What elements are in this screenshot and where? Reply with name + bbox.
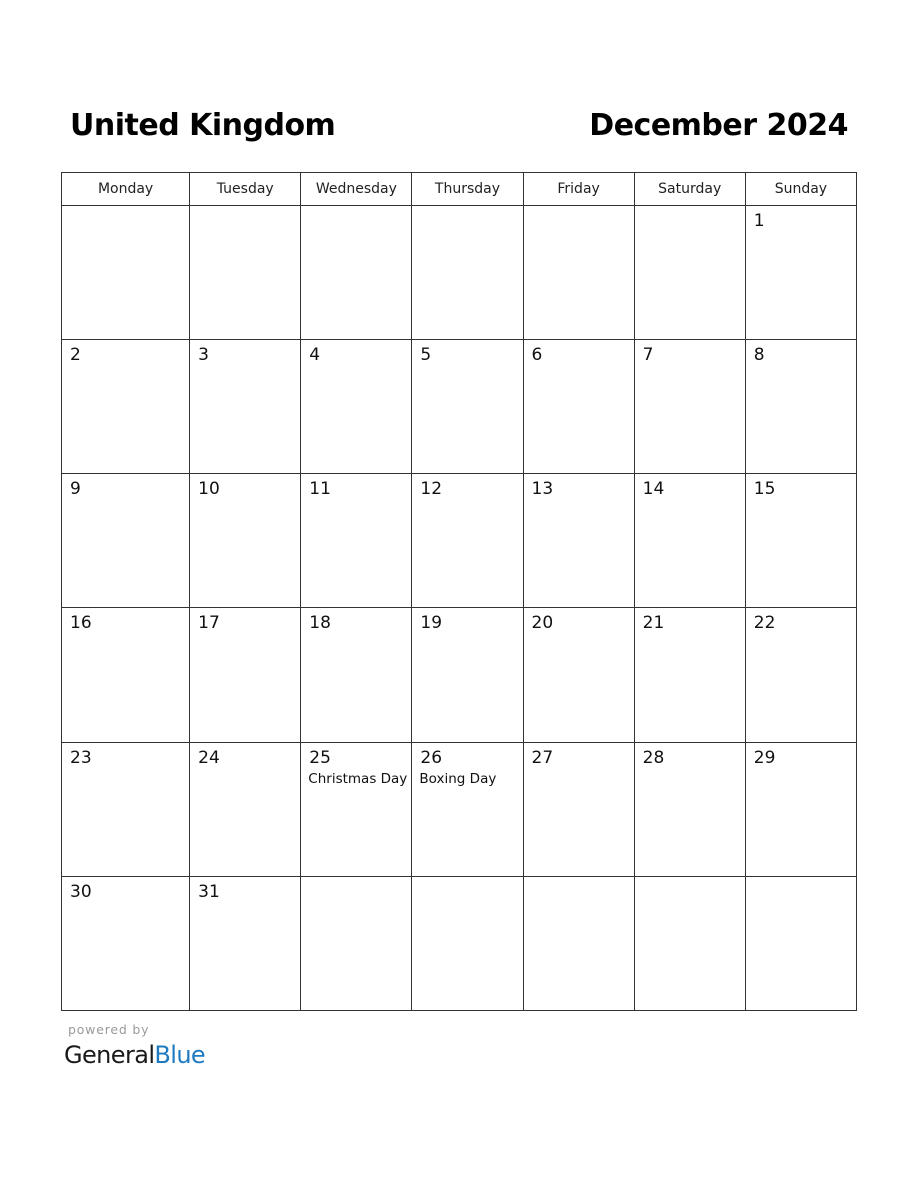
day-number: 13 bbox=[531, 479, 554, 500]
day-cell bbox=[190, 340, 301, 474]
day-number: 5 bbox=[420, 345, 432, 366]
day-cell bbox=[412, 206, 523, 340]
day-cell bbox=[62, 340, 190, 474]
day-cell bbox=[62, 742, 190, 876]
weekday-header: Wednesday bbox=[301, 173, 412, 206]
day-number: 22 bbox=[753, 613, 776, 634]
day-number bbox=[524, 877, 634, 881]
week-row bbox=[62, 206, 857, 340]
weekday-header-row bbox=[62, 173, 857, 206]
weekday-header: Sunday bbox=[745, 173, 856, 206]
day-number: 1 bbox=[753, 211, 765, 231]
day-number: 3 bbox=[198, 345, 209, 366]
month-year-title: December 2024 bbox=[589, 108, 848, 143]
day-number: 30 bbox=[70, 881, 92, 902]
day-number: 26 bbox=[420, 747, 443, 768]
day-cell bbox=[301, 608, 412, 742]
day-number: 9 bbox=[70, 479, 81, 500]
day-number: 20 bbox=[531, 613, 554, 634]
day-number: 4 bbox=[309, 345, 321, 366]
day-cell bbox=[634, 876, 745, 1010]
day-cell bbox=[190, 876, 301, 1010]
weekday-header: Saturday bbox=[634, 173, 745, 206]
calendar-header bbox=[70, 104, 848, 148]
day-number bbox=[746, 877, 856, 881]
day-number bbox=[635, 877, 745, 881]
footer-branding bbox=[64, 1022, 205, 1070]
day-cell bbox=[745, 608, 856, 742]
week-row bbox=[62, 742, 857, 876]
day-number: 29 bbox=[753, 747, 776, 768]
day-number: 11 bbox=[309, 479, 331, 500]
month-calendar-grid bbox=[61, 172, 857, 1011]
day-number bbox=[412, 877, 522, 881]
day-cell bbox=[412, 876, 523, 1010]
day-cell bbox=[634, 742, 745, 876]
day-cell bbox=[62, 876, 190, 1010]
day-number: 8 bbox=[753, 345, 765, 366]
country-title: United Kingdom bbox=[70, 108, 336, 143]
day-number bbox=[412, 206, 522, 210]
day-cell bbox=[745, 876, 856, 1010]
day-cell bbox=[634, 474, 745, 608]
day-number: 28 bbox=[642, 747, 665, 768]
day-number bbox=[190, 206, 300, 210]
brand-blue-text: Blue bbox=[154, 1041, 206, 1069]
day-number bbox=[635, 206, 745, 210]
day-cell bbox=[523, 340, 634, 474]
day-cell bbox=[745, 340, 856, 474]
day-cell bbox=[62, 608, 190, 742]
day-cell bbox=[745, 742, 856, 876]
day-cell bbox=[412, 608, 523, 742]
day-number: 23 bbox=[70, 747, 92, 768]
day-cell bbox=[301, 340, 412, 474]
day-number: 10 bbox=[198, 479, 220, 500]
week-row bbox=[62, 608, 857, 742]
day-cell bbox=[301, 876, 412, 1010]
day-cell bbox=[745, 474, 856, 608]
day-cell bbox=[301, 742, 412, 876]
powered-by-label: powered by bbox=[68, 1022, 150, 1037]
day-cell bbox=[412, 474, 523, 608]
day-cell bbox=[62, 206, 190, 340]
day-number: 7 bbox=[642, 345, 654, 366]
day-cell bbox=[190, 206, 301, 340]
holiday-label: Christmas Day bbox=[308, 770, 408, 787]
day-number: 2 bbox=[70, 345, 81, 366]
day-cell bbox=[301, 206, 412, 340]
day-number: 12 bbox=[420, 479, 443, 500]
brand-general-text: General bbox=[64, 1041, 155, 1069]
day-number: 27 bbox=[531, 747, 554, 768]
week-row bbox=[62, 876, 857, 1010]
day-number bbox=[524, 206, 634, 210]
day-number bbox=[301, 206, 411, 210]
day-cell bbox=[745, 206, 856, 340]
day-number: 17 bbox=[198, 613, 220, 634]
day-number: 15 bbox=[753, 479, 776, 500]
day-cell bbox=[523, 206, 634, 340]
day-number bbox=[301, 877, 411, 881]
day-cell bbox=[412, 742, 523, 876]
day-number: 16 bbox=[70, 613, 92, 634]
day-cell bbox=[634, 340, 745, 474]
week-row bbox=[62, 340, 857, 474]
day-cell bbox=[523, 608, 634, 742]
day-cell bbox=[523, 742, 634, 876]
day-number: 19 bbox=[420, 613, 443, 634]
day-number: 14 bbox=[642, 479, 665, 500]
day-cell bbox=[190, 608, 301, 742]
weekday-header: Friday bbox=[523, 173, 634, 206]
day-number bbox=[62, 206, 189, 210]
day-cell bbox=[190, 742, 301, 876]
day-number: 6 bbox=[531, 345, 543, 366]
day-cell bbox=[523, 876, 634, 1010]
weekday-header: Thursday bbox=[412, 173, 523, 206]
week-row bbox=[62, 474, 857, 608]
day-cell bbox=[190, 474, 301, 608]
day-cell bbox=[412, 340, 523, 474]
day-cell bbox=[523, 474, 634, 608]
day-number: 24 bbox=[198, 747, 220, 768]
day-cell bbox=[62, 474, 190, 608]
weekday-header: Monday bbox=[62, 173, 190, 206]
day-number: 21 bbox=[642, 613, 665, 634]
day-cell bbox=[301, 474, 412, 608]
day-number: 31 bbox=[198, 881, 220, 902]
day-cell bbox=[634, 608, 745, 742]
day-number: 18 bbox=[309, 613, 331, 634]
day-number: 25 bbox=[309, 747, 331, 768]
holiday-label: Boxing Day bbox=[419, 770, 497, 787]
day-cell bbox=[634, 206, 745, 340]
generalblue-logo[interactable] bbox=[64, 1040, 205, 1070]
weekday-header: Tuesday bbox=[190, 173, 301, 206]
